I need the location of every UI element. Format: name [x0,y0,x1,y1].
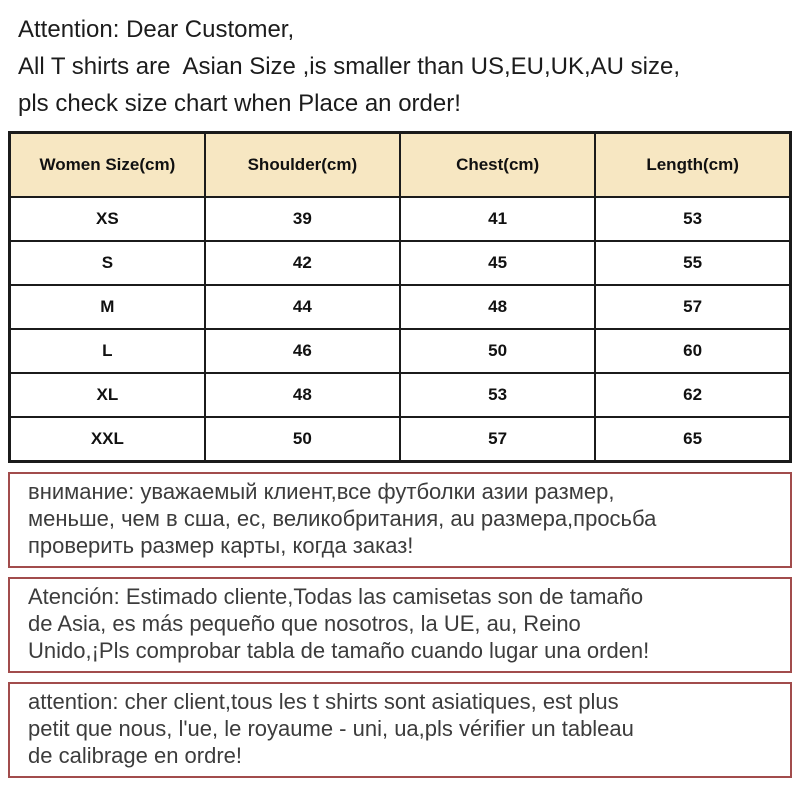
shoulder-value: 39 [205,197,400,241]
attention-line-3: pls check size chart when Place an order! [18,90,461,117]
chest-value: 50 [400,329,595,373]
notice-russian [8,472,792,568]
size-label: M [10,285,205,329]
table-row-xxl [10,417,791,462]
size-chart-header [10,133,791,198]
shoulder-value: 42 [205,241,400,285]
length-value: 55 [595,241,790,285]
notice-russian-line-1: внимание: уважаемый клиент,все футболки азии размер, [28,479,615,504]
chest-value: 57 [400,417,595,462]
length-value: 60 [595,329,790,373]
notice-russian-line-2: меньше, чем в сша, ес, великобритания, au размера,просьба [28,506,657,531]
size-label: XXL [10,417,205,462]
size-label: XL [10,373,205,417]
size-label: L [10,329,205,373]
table-header-row [10,133,791,198]
chest-value: 45 [400,241,595,285]
notice-french-line-1: attention: cher client,tous les t shirts sont asiatiques, est plus [28,689,619,714]
attention-note [0,0,800,122]
length-value: 57 [595,285,790,329]
notice-spanish-line-3: Unido,¡Pls comprobar tabla de tamaño cuando lugar una orden! [28,638,650,663]
chest-value: 53 [400,373,595,417]
shoulder-value: 48 [205,373,400,417]
table-row-xs [10,197,791,241]
size-label: S [10,241,205,285]
chest-value: 48 [400,285,595,329]
table-row-xl [10,373,791,417]
notice-french-line-3: de calibrage en ordre! [28,743,243,768]
length-value: 65 [595,417,790,462]
notice-french-line-2: petit que nous, l'ue, le royaume - uni, ua,pls vérifier un tableau [28,716,634,741]
notice-russian-line-3: проверить размер карты, когда заказ! [28,533,414,558]
attention-line-2: All T shirts are Asian Size ,is smaller than US,EU,UK,AU size, [18,53,681,80]
attention-line-1: Attention: Dear Customer, [18,16,295,43]
notice-spanish-line-1: Atención: Estimado cliente,Todas las camisetas son de tamaño [28,584,644,609]
table-row-l [10,329,791,373]
notice-spanish-line-2: de Asia, es más pequeño que nosotros, la UE, au, Reino [28,611,581,636]
size-chart-body [10,197,791,462]
notice-spanish [8,577,792,673]
shoulder-value: 46 [205,329,400,373]
size-label: XS [10,197,205,241]
column-header-chest: Chest(cm) [400,133,595,198]
column-header-women-size: Women Size(cm) [10,133,205,198]
length-value: 62 [595,373,790,417]
table-row-m [10,285,791,329]
table-row-s [10,241,791,285]
shoulder-value: 44 [205,285,400,329]
length-value: 53 [595,197,790,241]
column-header-length: Length(cm) [595,133,790,198]
size-chart-table [8,131,792,463]
chest-value: 41 [400,197,595,241]
notice-french [8,682,792,778]
column-header-shoulder: Shoulder(cm) [205,133,400,198]
shoulder-value: 50 [205,417,400,462]
